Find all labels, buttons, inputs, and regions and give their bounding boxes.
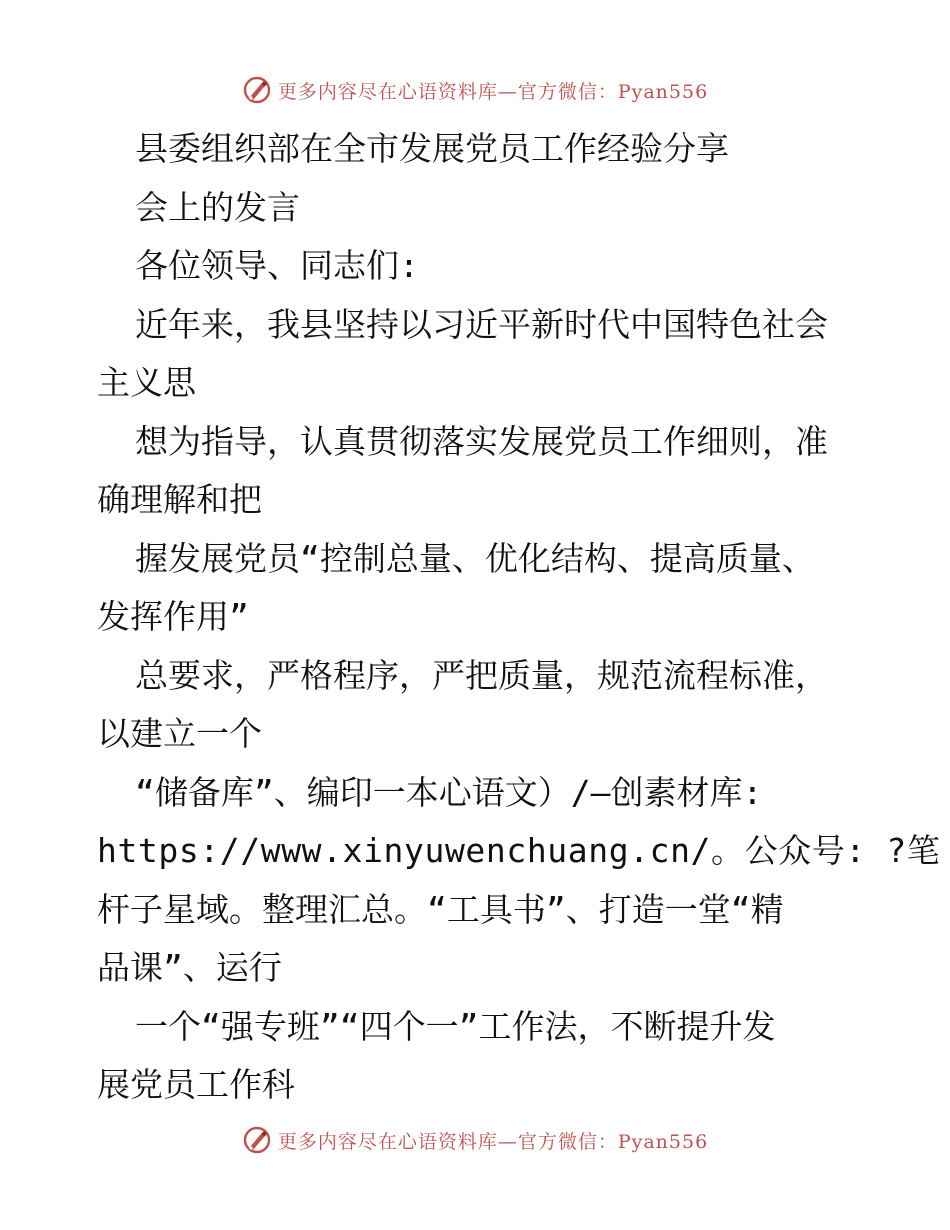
text-line: “储备库”、编印一本心语文）/—创素材库: bbox=[135, 772, 763, 812]
footer-banner[interactable] bbox=[0, 1120, 950, 1160]
document-body bbox=[97, 120, 941, 1115]
text-line: 品课”、运行 bbox=[97, 948, 282, 987]
banner-text: 更多内容尽在心语资料库—官方微信：Pyan556 bbox=[277, 1130, 709, 1153]
text-line: 展党员工作科 bbox=[97, 1065, 295, 1104]
text-line: 以建立一个 bbox=[97, 714, 262, 753]
text-line: 想为指导，认真贯彻落实发展党员工作细则，准 bbox=[135, 421, 828, 461]
text-line: 杆子星域。整理汇总。“工具书”、打造一堂“精 bbox=[97, 889, 784, 929]
text-line: 近年来，我县坚持以习近平新时代中国特色社会 bbox=[135, 304, 828, 344]
banner-text: 更多内容尽在心语资料库—官方微信：Pyan556 bbox=[277, 80, 709, 103]
text-line: 总要求，严格程序，严把质量，规范流程标准， bbox=[135, 655, 828, 695]
text-line: 确理解和把 bbox=[97, 480, 262, 519]
text-line: 县委组织部在全市发展党员工作经验分享 bbox=[135, 129, 729, 168]
text-line-url: https://www.xinyuwenchuang.cn/。公众号: ?笔 bbox=[97, 831, 941, 870]
text-line: 会上的发言 bbox=[135, 187, 300, 227]
text-line: 主义思 bbox=[97, 363, 196, 402]
text-line: 握发展党员“控制总量、优化结构、提高质量、 bbox=[135, 538, 815, 578]
text-line: 发挥作用” bbox=[97, 597, 249, 636]
text-line: 各位领导、同志们: bbox=[135, 246, 419, 285]
header-banner[interactable] bbox=[0, 70, 950, 110]
red-pen-circle-logo-icon bbox=[242, 1125, 272, 1155]
red-pen-circle-logo-icon bbox=[242, 75, 272, 105]
text-line: 一个“强专班”“四个一”工作法，不断提升发 bbox=[135, 1006, 776, 1046]
